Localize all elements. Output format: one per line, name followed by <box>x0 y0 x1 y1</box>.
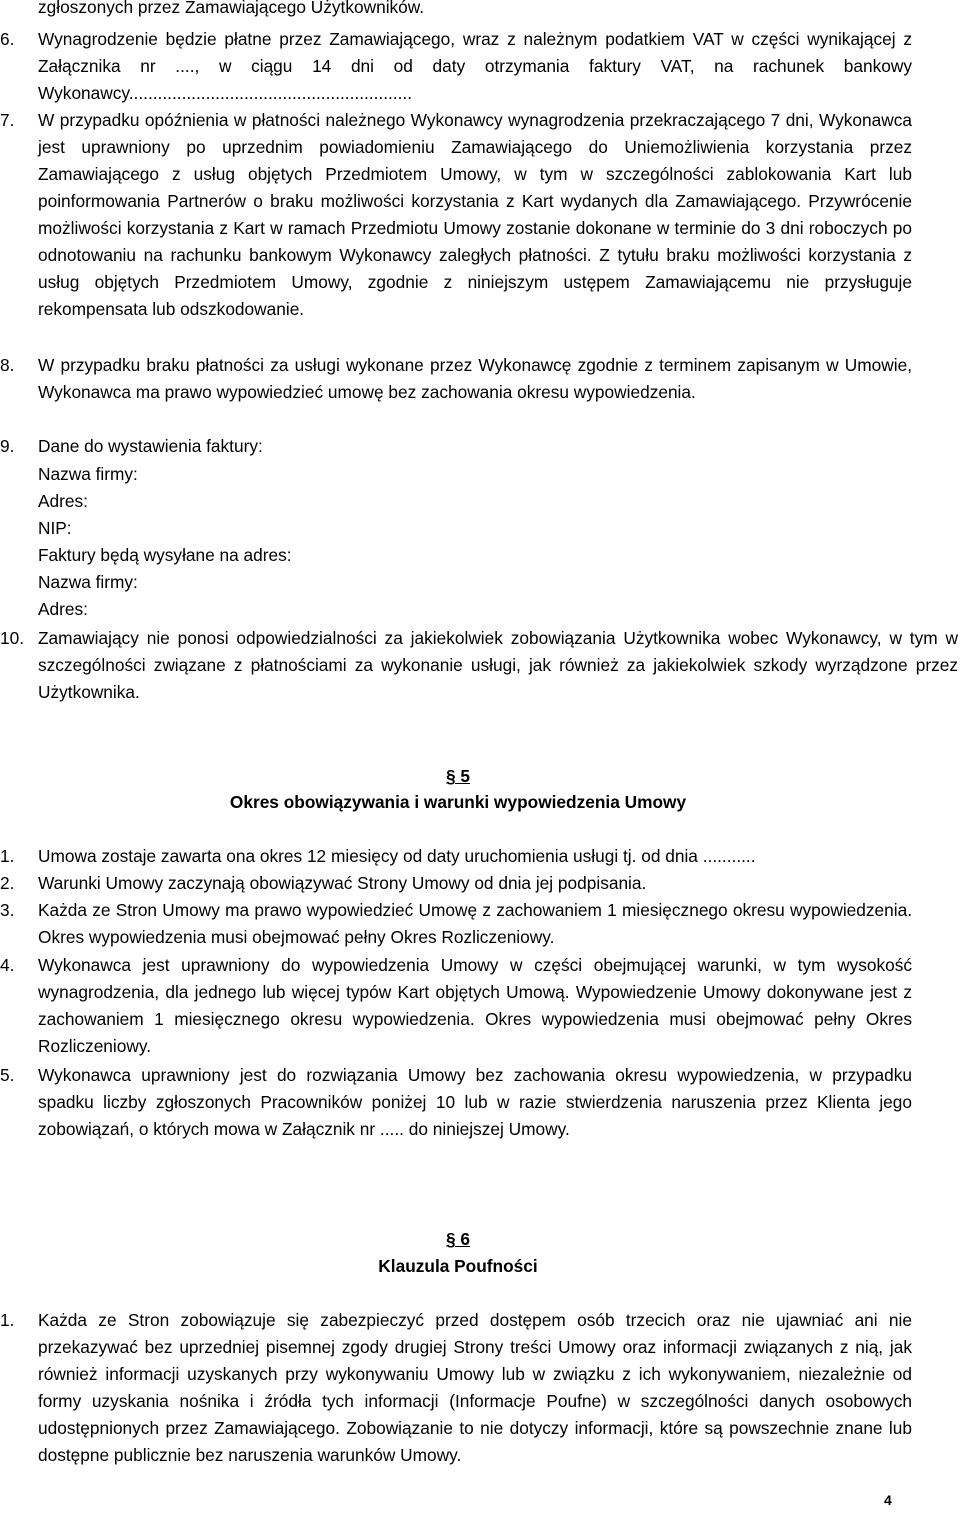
list-item-6 <box>0 26 912 107</box>
item-text: Dane do wystawienia faktury: <box>38 436 263 456</box>
item-number: 1. <box>0 846 15 866</box>
item-number: 4. <box>0 955 15 975</box>
list-item-10 <box>0 625 958 706</box>
item-text: W przypadku opóźnienia w płatności należnego Wykonawcy wynagrodzenia przekraczającego 7 dni, Wykonawca jest uprawniony po uprzednim powiadomieniu Zamawiającego do Uniemożliwienia korzystania przez Zamawiającego z usług objętych Przedmiotem Umowy, w tym w szczególności zablokowania Kart lub poinformowania Partnerów o braku możliwości korzystania z Kart wydanych dla Zamawiającego. Przywrócenie możliwości korzystania z Kart w ramach Przedmiotu Umowy zostanie dokonane w terminie do 3 dni roboczych po odnotowaniu na rachunku bankowym Wykonawcy zaległych płatności. Z tytułu braku możliwości korzystania z usług objętych Przedmiotem Umowy, zgodnie z niniejszym ustępem Zamawiającemu nie przysługuje rekompensata lub odszkodowanie. <box>38 110 912 319</box>
list-item-5-1 <box>0 843 912 870</box>
list-item-8 <box>0 352 912 406</box>
item-number: 7. <box>0 110 15 130</box>
continuation-text: zgłoszonych przez Zamawiającego Użytkowników. <box>38 0 425 17</box>
section-6-symbol: § 6 <box>445 1229 471 1249</box>
item-text: Warunki Umowy zaczynają obowiązywać Strony Umowy od dnia jej podpisania. <box>38 873 647 893</box>
invoice-field-address: Adres: <box>38 491 88 511</box>
invoice-field-address-2: Adres: <box>38 599 88 619</box>
item-text: Umowa zostaje zawarta ona okres 12 miesięcy od daty uruchomienia usługi tj. od dnia ........... <box>38 846 756 866</box>
section-6-title: Klauzula Poufności <box>378 1256 538 1276</box>
section-5-title: Okres obowiązywania i warunki wypowiedzenia Umowy <box>229 792 687 812</box>
item-number: 10. <box>0 628 25 648</box>
list-item-7 <box>0 107 912 323</box>
item-number: 8. <box>0 355 15 375</box>
item-number: 3. <box>0 900 15 920</box>
section-5-symbol: § 5 <box>445 766 471 786</box>
item-text: Wykonawca jest uprawniony do wypowiedzenia Umowy w części obejmującej warunki, w tym wysokość wynagrodzenia, dla jednego lub więcej typów Kart objętych Umową. Wypowiedzenie Umowy dokonywane jest z zachowaniem 1 miesięcznego okresu wypowiedzenia. Okres wypowiedzenia musi obejmować pełny Okres Rozliczeniowy. <box>38 955 912 1056</box>
item-text: Każda ze Stron Umowy ma prawo wypowiedzieć Umowę z zachowaniem 1 miesięcznego okresu wypowiedzenia. Okres wypowiedzenia musi obejmować pełny Okres Rozliczeniowy. <box>38 900 912 947</box>
list-item-5-2 <box>0 870 912 897</box>
list-item-5-5 <box>0 1062 912 1143</box>
list-item-9 <box>0 433 912 460</box>
item-number: 5. <box>0 1065 15 1085</box>
item-text: Każda ze Stron zobowiązuje się zabezpieczyć przed dostępem osób trzecich oraz nie ujawniać ani nie przekazywać bez uprzedniej pisemnej zgody drugiej Strony treści Umowy oraz informacji związanych z nią, jak również informacji uzyskanych przy wykonywaniu Umowy lub w związku z ich wykonywaniem, niezależnie od formy uzyskania nośnika i źródła tych informacji (Informacje Poufne) w szczególności danych osobowych udostępnionych przez Zamawiającego. Zobowiązanie to nie dotyczy informacji, które są powszechnie znane lub dostępne publicznie bez naruszenia warunków Umowy. <box>38 1310 912 1465</box>
invoice-field-company-2: Nazwa firmy: <box>38 572 138 592</box>
item-number: 9. <box>0 436 15 456</box>
invoice-field-nip: NIP: <box>38 518 72 538</box>
item-number: 6. <box>0 29 15 49</box>
page-number: 4 <box>884 1492 892 1508</box>
item-text: W przypadku braku płatności za usługi wykonane przez Wykonawcę zgodnie z terminem zapisanym w Umowie, Wykonawca ma prawo wypowiedzieć umowę bez zachowania okresu wypowiedzenia. <box>38 355 912 402</box>
item-text: Wynagrodzenie będzie płatne przez Zamawiającego, wraz z należnym podatkiem VAT w części wynikającej z Załącznika nr ...., w ciągu 14 dni od daty otrzymania faktury VAT, na rachunek bankowy Wykonawcy........................................................... <box>38 29 912 103</box>
item-text: Zamawiający nie ponosi odpowiedzialności za jakiekolwiek zobowiązania Użytkownika wobec Wykonawcy, w tym w szczególności związane z płatnościami za wykonanie usługi, jak również za jakiekolwiek szkody wyrządzone przez Użytkownika. <box>38 628 958 702</box>
item-number: 2. <box>0 873 15 893</box>
list-item-6-1 <box>0 1307 912 1469</box>
list-item-5-3 <box>0 897 912 951</box>
item-text: Wykonawca uprawniony jest do rozwiązania Umowy bez zachowania okresu wypowiedzenia, w przypadku spadku liczby zgłoszonych Pracowników poniżej 10 lub w razie stwierdzenia naruszenia przez Klienta jego zobowiązań, o których mowa w Załącznik nr ..... do niniejszej Umowy. <box>38 1065 912 1139</box>
invoice-mailing-heading: Faktury będą wysyłane na adres: <box>38 545 292 565</box>
list-item-5-4 <box>0 952 912 1060</box>
invoice-field-company: Nazwa firmy: <box>38 464 138 484</box>
item-number: 1. <box>0 1310 15 1330</box>
